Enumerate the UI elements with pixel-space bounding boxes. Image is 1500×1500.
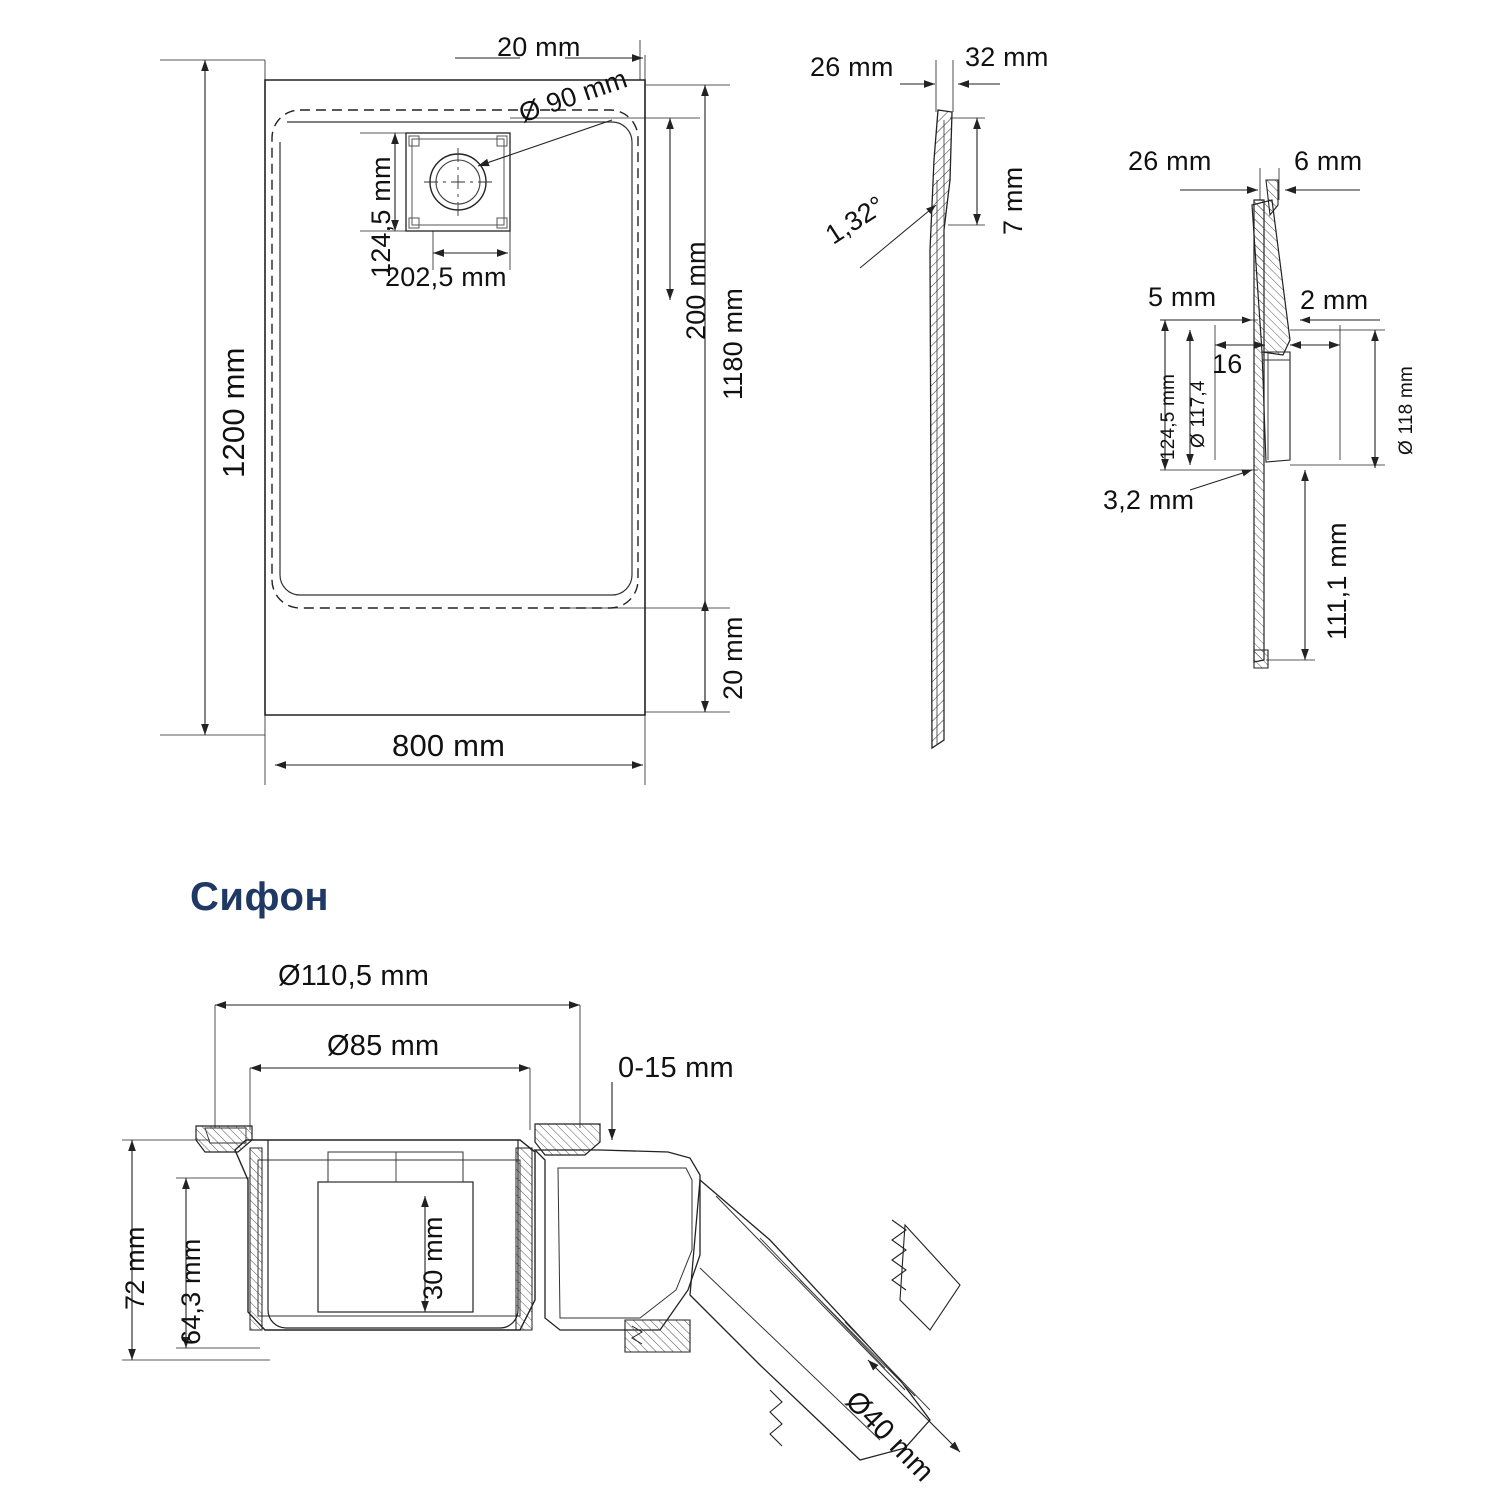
dim-detail-26mm: 26 mm (1128, 146, 1212, 176)
dim-top-20mm: 20 mm (497, 32, 581, 62)
siphon-section-title: Сифон (190, 875, 330, 919)
siphon-geometry (122, 1005, 960, 1460)
side-view-geometry (860, 60, 1000, 748)
dim-detail-2mm: 2 mm (1300, 285, 1369, 315)
dim-detail-3-2mm: 3,2 mm (1103, 485, 1195, 515)
dim-side-26mm: 26 mm (810, 52, 894, 82)
dim-drain-box-height: 124,5 mm (366, 156, 396, 278)
dim-overall-width: 800 mm (392, 728, 506, 763)
dim-detail-111-1: 111,1 mm (1322, 522, 1352, 640)
dim-inner-height: 1180 mm (718, 288, 748, 400)
dim-siphon-inner-diameter: Ø85 mm (327, 1030, 440, 1062)
dim-siphon-outer-diameter: Ø110,5 mm (278, 960, 430, 992)
dim-overall-height: 1200 mm (216, 347, 251, 478)
dim-siphon-adjust-range: 0-15 mm (618, 1052, 734, 1084)
dim-detail-5mm: 5 mm (1148, 282, 1217, 312)
dim-drain-box-width: 202,5 mm (385, 262, 507, 292)
dim-siphon-outlet-diameter: Ø40 mm (838, 1385, 941, 1489)
dim-siphon-depth-30: 30 mm (418, 1216, 448, 1300)
dim-detail-117-4: Ø 117,4 (1188, 380, 1209, 448)
dim-detail-6mm: 6 mm (1294, 146, 1363, 176)
dim-detail-16: 16 (1212, 349, 1243, 379)
dim-side-thickness: 7 mm (998, 166, 1028, 235)
dim-side-32mm: 32 mm (965, 42, 1049, 72)
dim-detail-118: Ø 118 mm (1396, 366, 1417, 455)
dim-drain-diameter: Ø 90 mm (515, 63, 632, 129)
dim-side-angle: 1,32° (820, 189, 891, 251)
dim-detail-124-5: 124,5 mm (1158, 373, 1179, 460)
dim-edge-bottom: 20 mm (718, 616, 748, 700)
dim-siphon-height-72: 72 mm (120, 1226, 150, 1310)
dim-siphon-height-64-3: 64,3 mm (176, 1238, 206, 1345)
dim-drain-offset-top: 200 mm (681, 241, 711, 340)
